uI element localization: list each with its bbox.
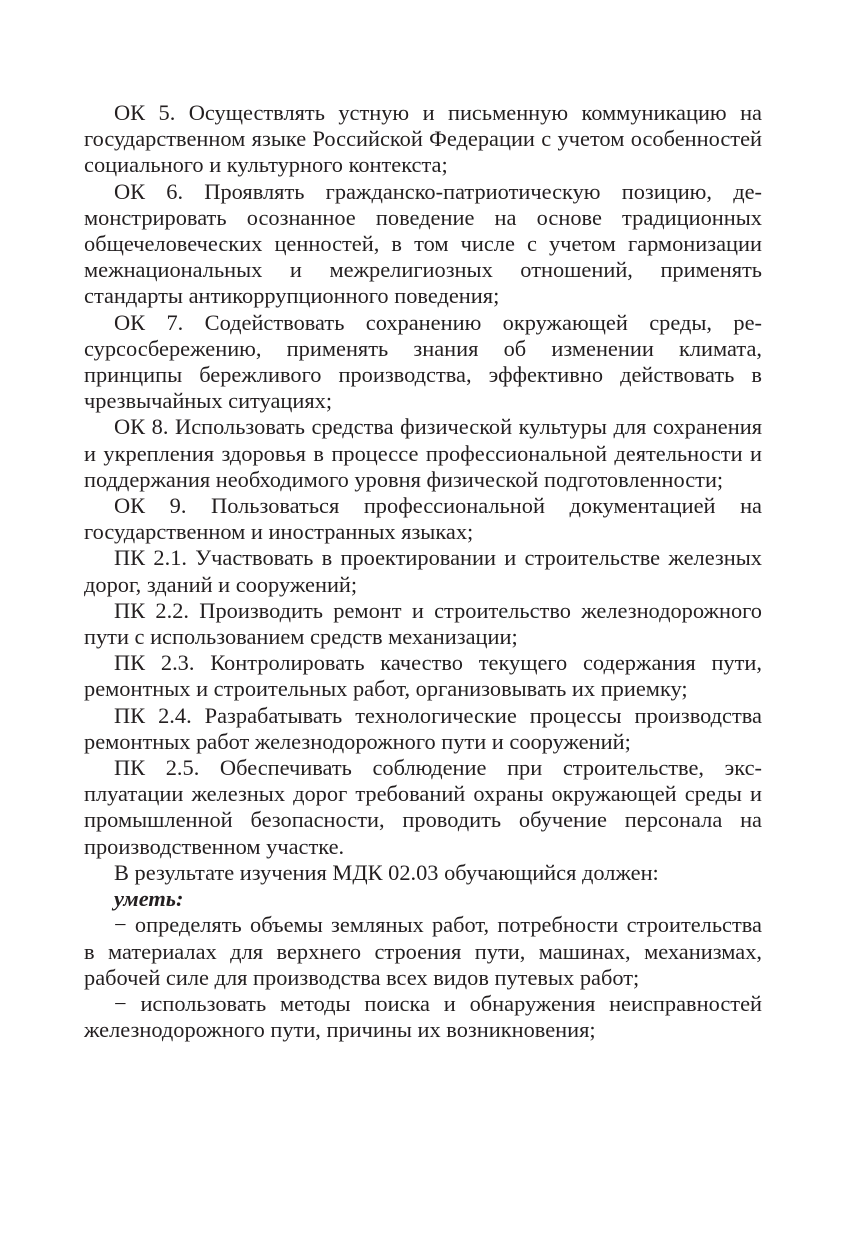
paragraph-result-intro: В результате изучения МДК 02.03 обучающийся должен: [114,859,659,885]
paragraph-ok6: ОК 6. Проявлять гражданско-патриотическую позицию, демонстрировать осознанное поведение на основе традиционных общечеловеческих ценностей, в том числе с учетом гармонизации межнациональных и межрелигиозных отношений, применять стандарты антикоррупционного поведения; [84,178,762,309]
paragraph-ok7: ОК 7. Содействовать сохранению окружающей среды, ресурсосбережению, применять знания об изменении климата, принципы бережливого производства, эффективно действовать в чрезвычайных ситуациях; [84,309,762,414]
skills-heading: уметь: [114,886,184,912]
paragraph-ok9: ОК 9. Пользоваться профессиональной документацией на государственном и иностранных языках; [84,493,762,545]
paragraph-pk23: ПК 2.3. Контролировать качество текущего содержания пути, ремонтных и строительных работ, организовывать их приемку; [84,650,762,702]
paragraph-ok8: ОК 8. Использовать средства физической культуры для сохранения и укрепления здоровья в процессе профессиональной деятельности и поддержания необходимого уровня физической подготовленности; [84,414,762,492]
paragraph-ok5: ОК 5. Осуществлять устную и письменную коммуникацию на государственном языке Российской Федерации с учетом особенностей социального и культурного контекста; [84,100,762,178]
skill-item: − определять объемы земляных работ, потребности строительства в материалах для верхнего строения пути, машинах, механизмах, рабочей силе для производства всех видов путевых работ; [84,912,762,990]
paragraph-pk25: ПК 2.5. Обеспечивать соблюдение при строительстве, эксплуатации железных дорог требований охраны окружающей среды и промышленной безопасности, проводить обучение персонала на производственном участке. [84,755,762,859]
paragraph-pk24: ПК 2.4. Разрабатывать технологические процессы производства ремонтных работ железнодорожного пути и сооружений; [84,702,762,754]
skill-item: − использовать методы поиска и обнаружения неисправностей железнодорожного пути, причины их возникновения; [84,990,762,1043]
paragraph-pk22: ПК 2.2. Производить ремонт и строительство железнодорожного пути с использованием средств механизации; [84,597,762,650]
document-page [84,100,762,1043]
paragraph-pk21: ПК 2.1. Участвовать в проектировании и строительстве железных дорог, зданий и сооружений; [84,545,762,597]
